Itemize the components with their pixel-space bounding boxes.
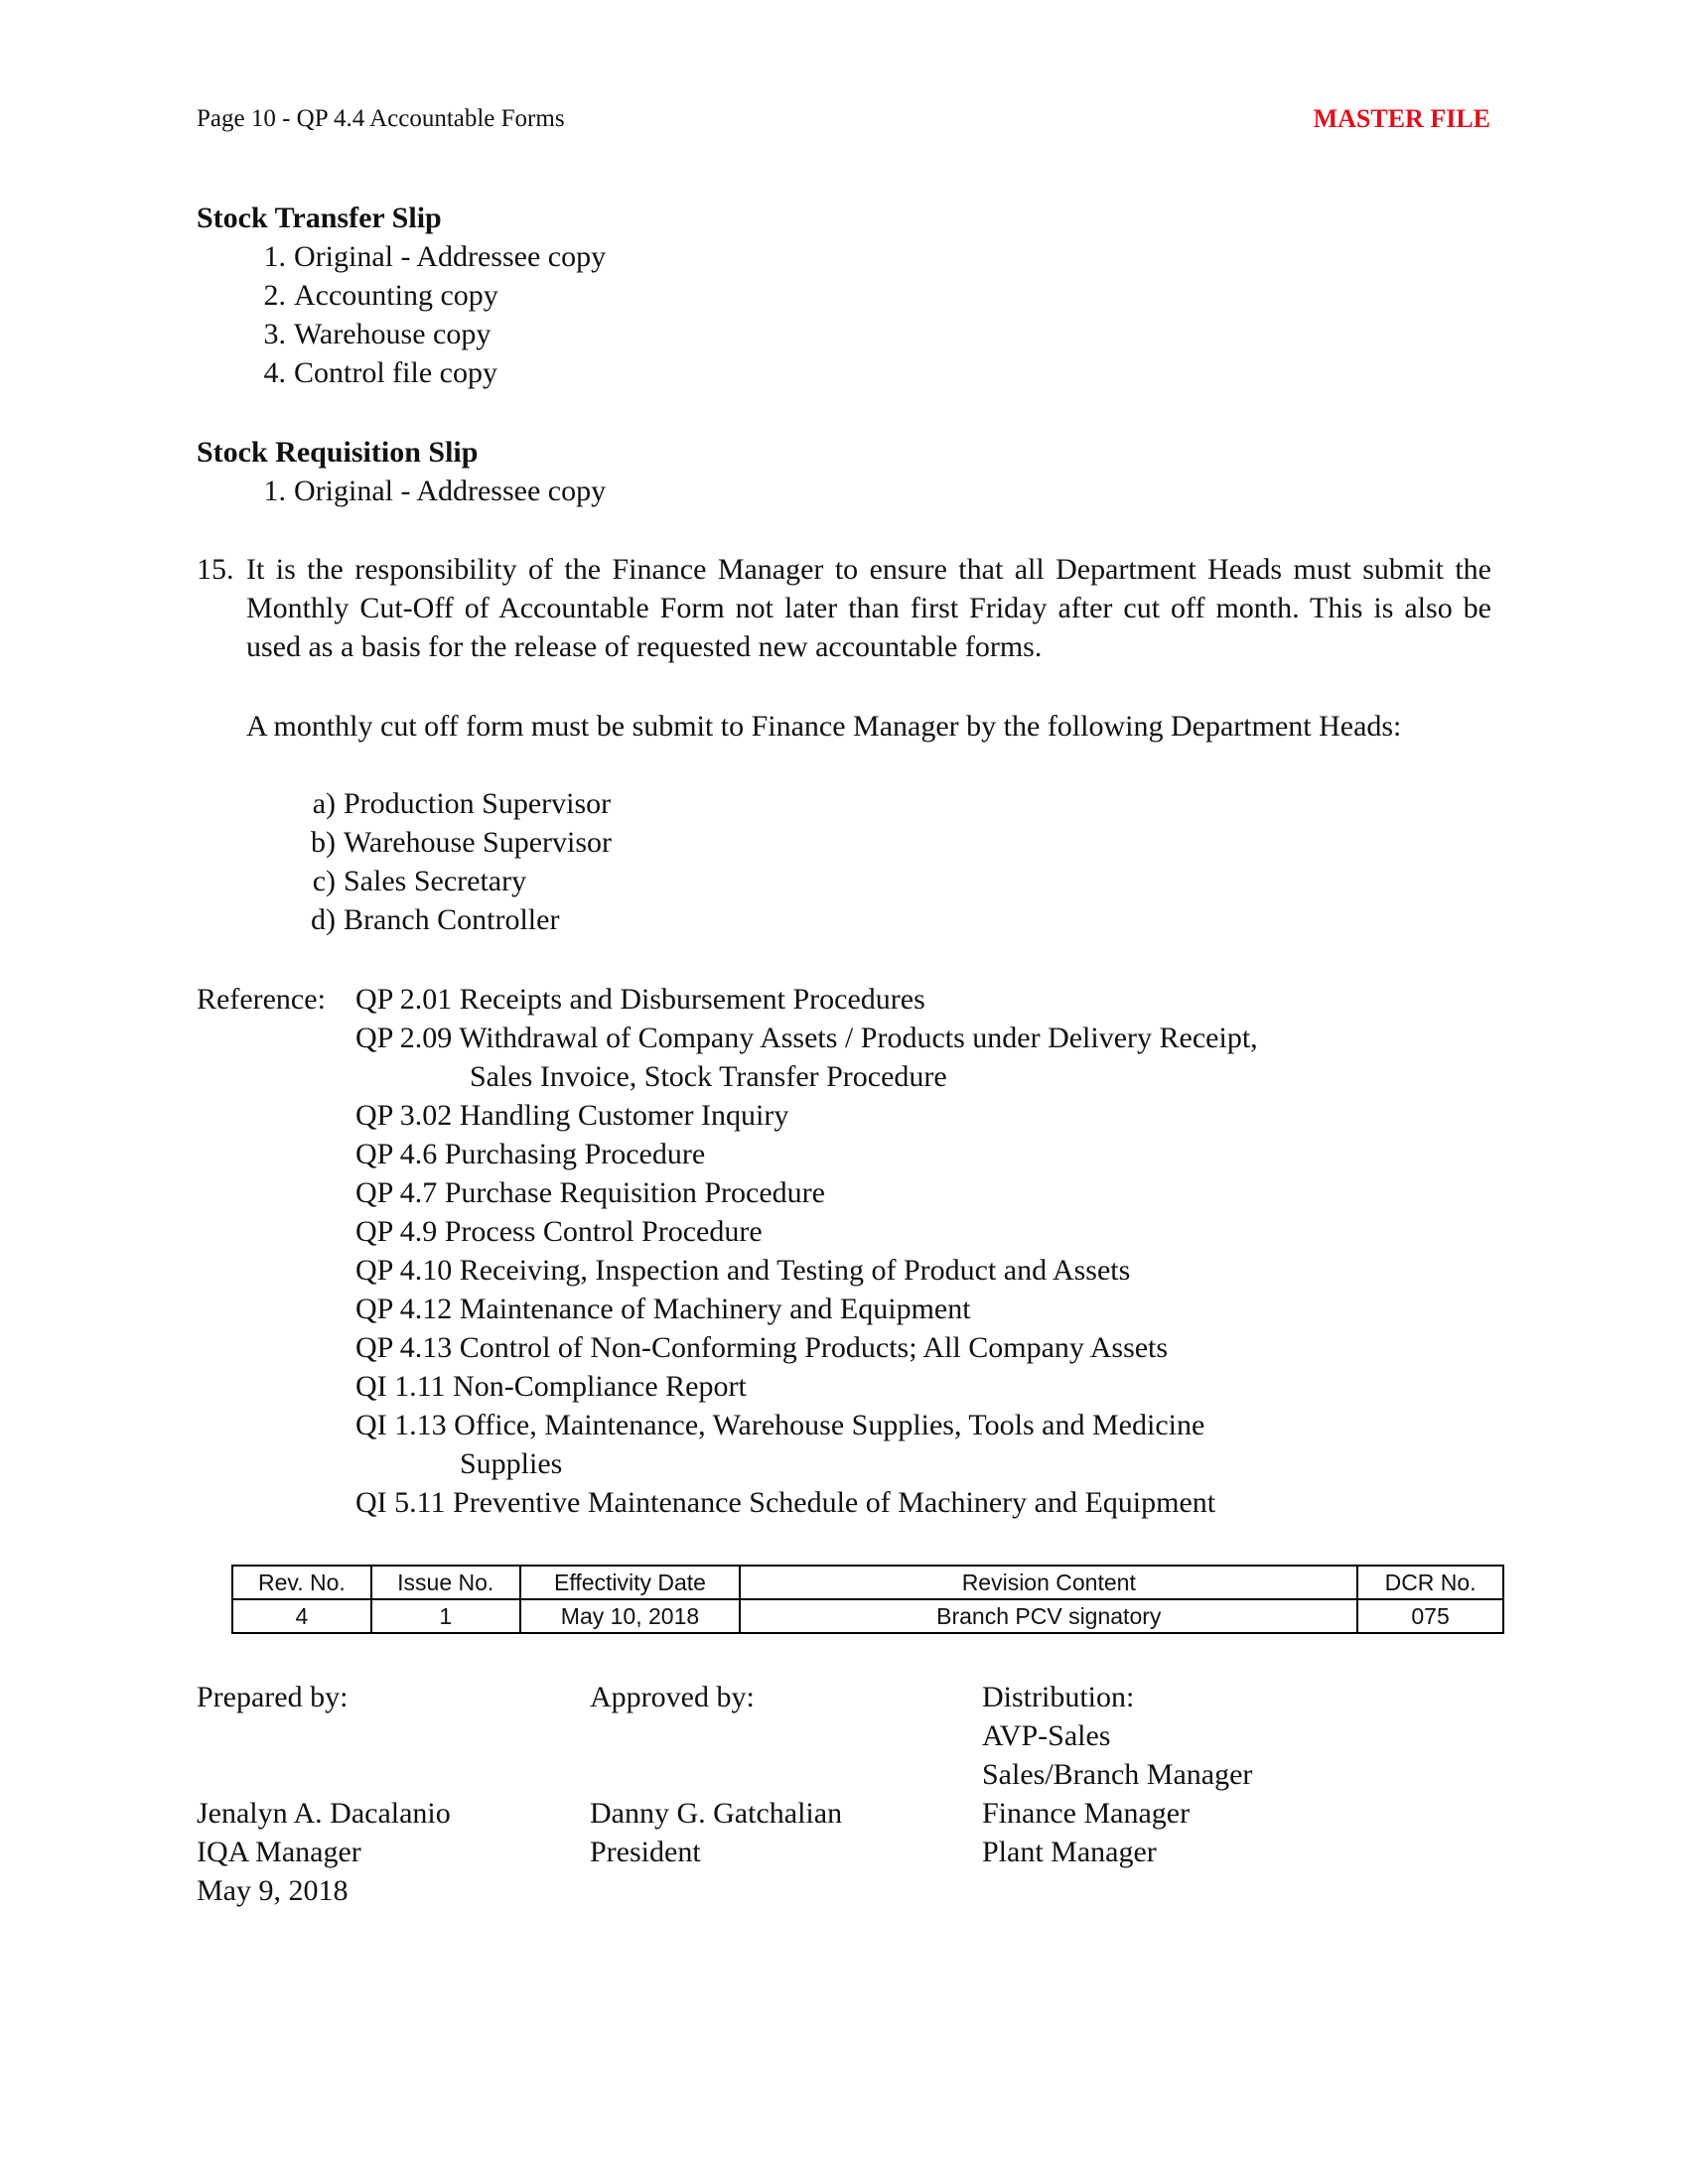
item-15-number: 15. <box>197 553 234 586</box>
master-file-stamp: MASTER FILE <box>1313 104 1490 133</box>
preparer-title: IQA Manager <box>197 1836 361 1868</box>
preparer-date: May 9, 2018 <box>197 1874 349 1907</box>
list-item: 1. Original - Addressee copy <box>263 475 607 507</box>
prepared-by-label: Prepared by: <box>197 1681 349 1713</box>
column-header: Effectivity Date <box>520 1566 741 1599</box>
reference-line: QP 2.09 Withdrawal of Company Assets / Products under Delivery Receipt, <box>355 1022 1258 1054</box>
approver-title: President <box>590 1836 701 1868</box>
stock-transfer-list <box>263 237 607 392</box>
reference-line: QI 1.13 Office, Maintenance, Warehouse Supplies, Tools and Medicine <box>355 1409 1205 1441</box>
column-header: Rev. No. <box>232 1566 371 1599</box>
department-heads-list <box>311 784 613 939</box>
stock-requisition-title: Stock Requisition Slip <box>197 436 479 469</box>
list-item: 2. Accounting copy <box>263 279 498 312</box>
list-item: 1. Original - Addressee copy <box>263 240 607 273</box>
distribution-item: Finance Manager <box>982 1797 1191 1830</box>
reference-line: QI 1.11 Non-Compliance Report <box>355 1370 747 1403</box>
reference-line: QP 4.9 Process Control Procedure <box>355 1215 763 1248</box>
stock-transfer-title: Stock Transfer Slip <box>197 202 442 234</box>
list-item: 3. Warehouse copy <box>263 318 492 350</box>
page-label: Page 10 - QP 4.4 Accountable Forms <box>197 105 565 132</box>
reference-line: QP 2.01 Receipts and Disbursement Procedures <box>355 983 925 1016</box>
reference-label: Reference: <box>197 983 326 1016</box>
column-header: Revision Content <box>740 1566 1357 1599</box>
reference-line: QP 3.02 Handling Customer Inquiry <box>355 1099 789 1132</box>
reference-line: Supplies <box>460 1447 563 1480</box>
reference-line: QP 4.6 Purchasing Procedure <box>355 1138 706 1170</box>
table-cell: 1 <box>371 1599 520 1633</box>
table-row <box>232 1599 1503 1633</box>
list-item: a) Production Supervisor <box>312 787 612 820</box>
revision-table <box>231 1565 1504 1634</box>
preparer-name: Jenalyn A. Dacalanio <box>197 1797 451 1830</box>
reference-line: QI 5.11 Preventive Maintenance Schedule of Machinery and Equipment <box>355 1486 1216 1519</box>
distribution-item: AVP-Sales <box>982 1719 1111 1752</box>
reference-line: QP 4.7 Purchase Requisition Procedure <box>355 1176 825 1209</box>
list-item: d) Branch Controller <box>311 903 560 936</box>
approved-by-label: Approved by: <box>590 1681 755 1713</box>
table-cell: May 10, 2018 <box>520 1599 741 1633</box>
list-item: c) Sales Secretary <box>312 865 527 897</box>
reference-line: Sales Invoice, Stock Transfer Procedure <box>470 1060 947 1093</box>
table-cell: Branch PCV signatory <box>740 1599 1357 1633</box>
reference-line: QP 4.12 Maintenance of Machinery and Equipment <box>355 1293 971 1325</box>
distribution-item: Sales/Branch Manager <box>982 1758 1253 1791</box>
stock-requisition-list <box>263 472 607 510</box>
table-header-row <box>232 1566 1503 1599</box>
table-cell: 075 <box>1357 1599 1503 1633</box>
approver-name: Danny G. Gatchalian <box>590 1797 843 1830</box>
reference-line: QP 4.13 Control of Non-Conforming Products; All Company Assets <box>355 1331 1169 1364</box>
column-header: Issue No. <box>371 1566 520 1599</box>
table-cell: 4 <box>232 1599 371 1633</box>
item-15-paragraph-2: A monthly cut off form must be submit to Finance Manager by the following Department Heads: <box>246 710 1402 743</box>
list-item: 4. Control file copy <box>263 356 497 389</box>
distribution-label: Distribution: <box>982 1681 1135 1713</box>
distribution-item: Plant Manager <box>982 1836 1157 1868</box>
list-item: b) Warehouse Supervisor <box>311 826 613 859</box>
column-header: DCR No. <box>1357 1566 1503 1599</box>
item-15-paragraph: It is the responsibility of the Finance Manager to ensure that all Department Heads must submit the Monthly Cut-Off of Accountable Form not later than first Friday after cut off month. This is also be used as a basis for the release of requested new accountable forms. <box>246 553 1491 663</box>
reference-line: QP 4.10 Receiving, Inspection and Testing of Product and Assets <box>355 1254 1131 1287</box>
